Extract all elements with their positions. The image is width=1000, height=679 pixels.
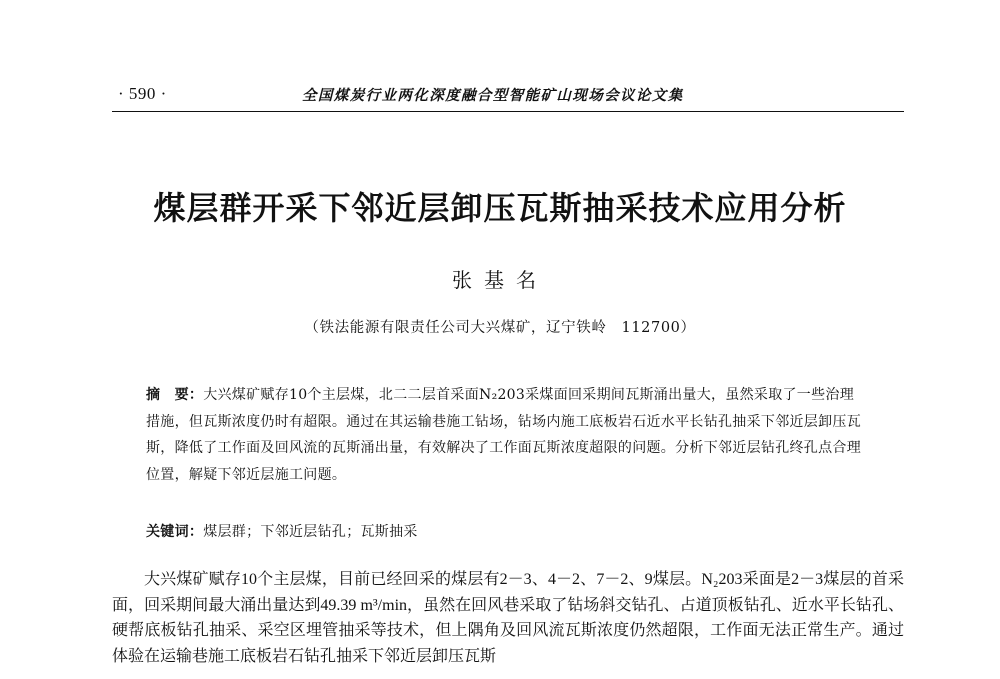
running-header (112, 84, 904, 110)
keywords (146, 519, 862, 545)
header-rule (112, 111, 904, 112)
keywords-text: 煤层群；下邻近层钻孔；瓦斯抽采 (203, 524, 418, 540)
article-title: 煤层群开采下邻近层卸压瓦斯抽采技术应用分析 (153, 189, 847, 227)
abstract-text: 大兴煤矿赋存10个主层煤，北二二层首采面N₂203采煤面回采期间瓦斯涌出量大，虽然采取了一些治理措施，但瓦斯浓度仍时有超限。通过在其运输巷施工钻场，钻场内施工底板岩石近水平长钻孔抽采下邻近层卸压瓦斯，降低了工作面及回风流的瓦斯涌出量，有效解决了工作面瓦斯浓度超限的问题。分析下邻近层钻孔终孔点合理位置，解疑下邻近层施工问题。 (146, 387, 861, 483)
body-paragraph: 大兴煤矿赋存10个主层煤，目前已经回采的煤层有2－3、4－2、7－2、9煤层。N₂203采面是2－3煤层的首采面，回采期间最大涌出量达到49.39 m³/min，虽然在回风巷采取了钻场斜交钻孔、占道顶板钻孔、近水平长钻孔、硬帮底板钻孔抽采、采空区埋管抽采等技术，但上隅角及回风流瓦斯浓度仍然超限，工作面无法正常生产。通过体验在运输巷施工底板岩石钻孔抽采下邻近层卸压瓦斯 (112, 571, 904, 665)
journal-title: 全国煤炭行业两化深度融合型智能矿山现场会议论文集 (302, 88, 684, 104)
author-affiliation: （铁法能源有限责任公司大兴煤矿，辽宁铁岭 112700） (304, 320, 696, 336)
body-text (112, 567, 904, 669)
keywords-label: 关键词： (146, 524, 204, 540)
author-name: 张基名 (452, 268, 548, 292)
abstract (146, 382, 862, 488)
page-number: · 590 · (118, 84, 167, 103)
abstract-label: 摘 要： (146, 387, 204, 403)
